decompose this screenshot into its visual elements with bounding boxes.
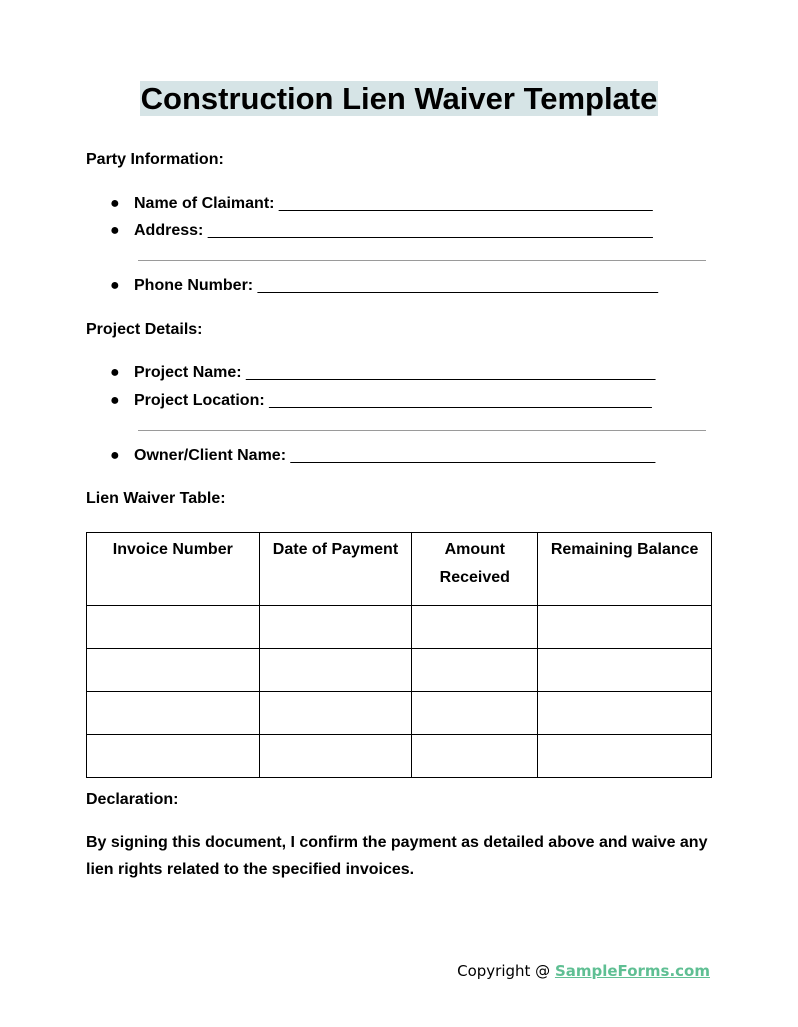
lien-waiver-table-heading: Lien Waiver Table: xyxy=(86,490,226,507)
remaining-balance-cell[interactable] xyxy=(538,735,712,778)
declaration-text: By signing this document, I confirm the payment as detailed above and waive any lien rights related to the specified invoices. xyxy=(86,834,708,878)
address-continuation-line[interactable] xyxy=(138,260,706,261)
lien-waiver-table xyxy=(86,532,712,778)
sampleforms-link[interactable]: SampleForms.com xyxy=(554,962,710,980)
address-field[interactable] xyxy=(110,221,653,241)
invoice-number-cell[interactable] xyxy=(87,649,260,692)
table-row xyxy=(87,649,712,692)
column-header-remaining-balance: Remaining Balance xyxy=(538,533,712,606)
copyright-prefix: Copyright @ xyxy=(457,962,555,980)
amount-received-cell[interactable] xyxy=(412,606,538,649)
remaining-balance-cell[interactable] xyxy=(538,606,712,649)
project-location-field[interactable] xyxy=(110,391,652,411)
bullet-icon: ● xyxy=(110,222,120,239)
phone-number-field[interactable] xyxy=(110,276,658,296)
column-header-invoice-number: Invoice Number xyxy=(87,533,260,606)
claimant-name-field[interactable] xyxy=(110,194,653,214)
invoice-number-cell[interactable] xyxy=(87,692,260,735)
project-location-continuation-line[interactable] xyxy=(138,430,706,431)
phone-number-line[interactable]: _____________________________________________ xyxy=(257,277,659,294)
amount-received-cell[interactable] xyxy=(412,692,538,735)
date-of-payment-cell[interactable] xyxy=(259,692,412,735)
bullet-icon: ● xyxy=(110,277,120,294)
project-name-field[interactable] xyxy=(110,363,655,383)
remaining-balance-cell[interactable] xyxy=(538,692,712,735)
project-name-label: Project Name: xyxy=(134,364,242,381)
amount-received-cell[interactable] xyxy=(412,735,538,778)
bullet-icon: ● xyxy=(110,364,120,381)
claimant-name-line[interactable]: __________________________________________ xyxy=(278,195,653,212)
date-of-payment-cell[interactable] xyxy=(259,606,412,649)
phone-number-label: Phone Number: xyxy=(134,277,254,294)
invoice-number-cell[interactable] xyxy=(87,735,260,778)
address-line[interactable]: __________________________________________________ xyxy=(207,222,653,239)
date-of-payment-cell[interactable] xyxy=(259,735,412,778)
bullet-icon: ● xyxy=(110,195,120,212)
table-row xyxy=(87,692,712,735)
owner-client-name-line[interactable]: _________________________________________ xyxy=(290,447,656,464)
project-details-heading: Project Details: xyxy=(86,321,203,338)
project-location-label: Project Location: xyxy=(134,392,265,409)
copyright-notice xyxy=(457,961,710,981)
owner-client-name-field[interactable] xyxy=(110,446,655,466)
party-information-heading: Party Information: xyxy=(86,151,224,168)
amount-received-cell[interactable] xyxy=(412,649,538,692)
document-title-wrap xyxy=(0,81,798,116)
table-header-row xyxy=(87,533,712,606)
bullet-icon: ● xyxy=(110,392,120,409)
address-label: Address: xyxy=(134,222,204,239)
table-row xyxy=(87,606,712,649)
column-header-amount-received: Amount Received xyxy=(412,533,538,606)
project-location-line[interactable]: ___________________________________________ xyxy=(269,392,652,409)
remaining-balance-cell[interactable] xyxy=(538,649,712,692)
claimant-name-label: Name of Claimant: xyxy=(134,195,275,212)
declaration-heading: Declaration: xyxy=(86,791,179,808)
owner-client-name-label: Owner/Client Name: xyxy=(134,447,287,464)
document-title: Construction Lien Waiver Template xyxy=(140,81,658,116)
table-row xyxy=(87,735,712,778)
invoice-number-cell[interactable] xyxy=(87,606,260,649)
date-of-payment-cell[interactable] xyxy=(259,649,412,692)
bullet-icon: ● xyxy=(110,447,120,464)
column-header-date-of-payment: Date of Payment xyxy=(259,533,412,606)
project-name-line[interactable]: ______________________________________________ xyxy=(246,364,656,381)
